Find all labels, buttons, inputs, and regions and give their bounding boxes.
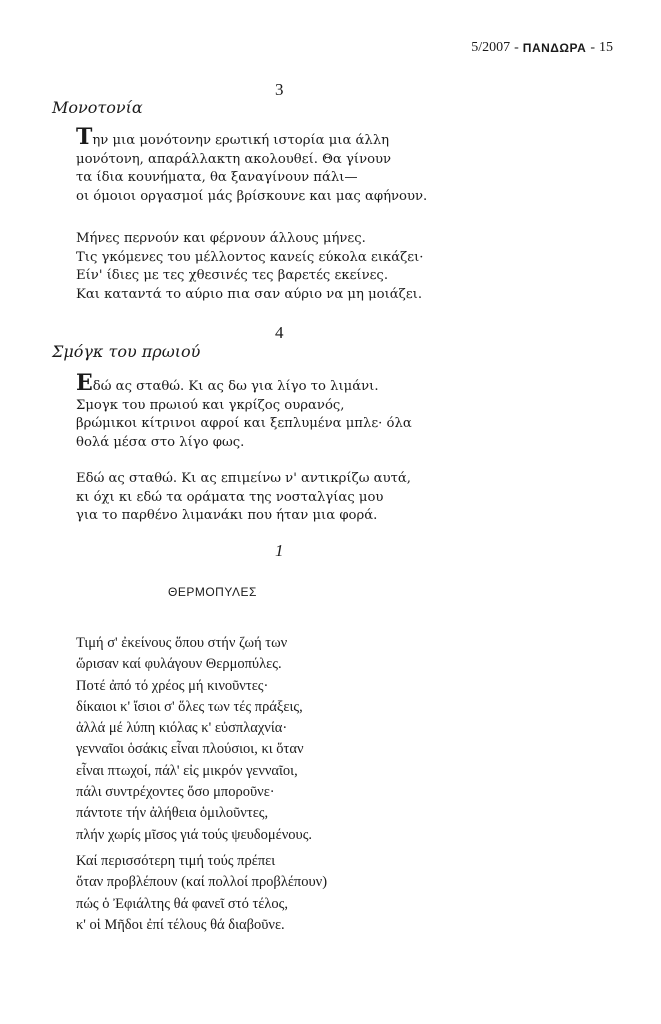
poem-number: 3 (275, 80, 284, 99)
verse-line: για το παρθένο λιμανάκι που ήταν μια φορά. (76, 508, 378, 524)
stanza (76, 124, 428, 206)
verse-line: γενναῖοι ὁσάκις εἶναι πλούσιοι, κι ὅταν (76, 741, 304, 758)
verse-line: θολά μέσα στο λίγο φως. (76, 434, 245, 450)
separator: - (514, 40, 519, 55)
verse-line: πλήν χωρίς μῖσος γιά τούς ψευδομένους. (76, 826, 313, 843)
magazine-logo: ΠΑΝΔΩΡΑ (522, 41, 587, 55)
separator: - (590, 40, 595, 55)
stanza (76, 851, 327, 936)
verse-line: ὥρισαν καί φυλάγουν Θερμοπύλες. (76, 656, 282, 673)
stanza (76, 370, 412, 452)
verse-line: ἀλλά μέ λύπη κιόλας κ' εὐσπλαχνία· (76, 720, 288, 737)
verse-line: πάλι συντρέχοντες ὅσο μποροῦνε· (76, 784, 275, 801)
poem-number: 1 (275, 541, 284, 560)
stanza (76, 633, 312, 846)
verse-line: Ποτέ ἀπό τό χρέος μή κινοῦντες· (76, 677, 269, 694)
verse-line: ὅταν προβλέπουν (καί πολλοί προβλέπουν) (76, 874, 328, 891)
verse-line: τα ίδια κουνήματα, θα ξαναγίνουν πάλι— (76, 170, 358, 186)
verse-line: μονότονη, απαράλλακτη ακολουθεί. Θα γίνουν (76, 151, 392, 167)
verse-line-text: ην μια μονότονην ερωτική ιστορία μια άλλη (92, 133, 390, 148)
verse-line (76, 370, 412, 397)
poem-title: Σμόγκ του πρωιού (52, 342, 201, 361)
verse-line: Εδώ ας σταθώ. Κι ας επιμείνω ν' αντικρίζω αυτά, (76, 471, 411, 486)
verse-line: Τιμή σ' ἐκείνους ὅπου στήν ζωή των (76, 635, 288, 651)
stanza (76, 470, 411, 526)
verse-line-text: δώ ας σταθώ. Κι ας δω για λίγο το λιμάνι. (92, 379, 379, 394)
verse-line: Σμογκ του πρωιού και γκρίζος ουρανός, (76, 397, 345, 413)
verse-line: βρώμικοι κίτρινοι αφροί και ξεπλυμένα μπλε· όλα (76, 416, 412, 432)
stanza (76, 230, 424, 304)
page-header (471, 40, 613, 56)
verse-line: Είν' ίδιες με τες χθεσινές τες βαρετές εκείνες. (76, 268, 389, 284)
verse-line: Καί περισσότερη τιμή τούς πρέπει (76, 853, 276, 869)
poem-title: Μονοτονία (52, 98, 143, 117)
drop-cap: Τ (76, 124, 93, 150)
drop-cap: Ε (76, 370, 93, 396)
verse-line: δίκαιοι κ' ἴσιοι σ' ὅλες των τές πράξεις, (76, 698, 303, 715)
poem-number: 4 (275, 323, 284, 342)
verse-line: Τις γκόμενες του μέλλοντος κανείς εύκολα εικάζει· (76, 249, 424, 265)
poem-title: ΘΕΡΜΟΠΥΛΕΣ (168, 585, 257, 599)
issue-label: 5/2007 (471, 40, 511, 55)
verse-line: Μήνες περνούν και φέρνουν άλλους μήνες. (76, 231, 366, 246)
verse-line: οι όμοιοι οργασμοί μάς βρίσκουνε και μας αφήνουν. (76, 188, 428, 204)
verse-line: πάντοτε τήν ἀλήθεια ὁμιλοῦντες, (76, 805, 269, 822)
page-number: 15 (599, 40, 613, 55)
verse-line: κι όχι κι εδώ τα οράματα της νοσταλγίας μου (76, 489, 384, 505)
verse-line: πώς ὁ Ἐφιάλτης θά φανεῖ στό τέλος, (76, 895, 289, 912)
verse-line (76, 124, 427, 151)
verse-line: κ' οἱ Μῆδοι ἐπί τέλους θά διαβοῦνε. (76, 916, 285, 933)
verse-line: Και καταντά το αύριο πια σαν αύριο να μη μοιάζει. (76, 286, 423, 302)
verse-line: εἶναι πτωχοί, πάλ' εἰς μικρόν γενναῖοι, (76, 762, 298, 779)
